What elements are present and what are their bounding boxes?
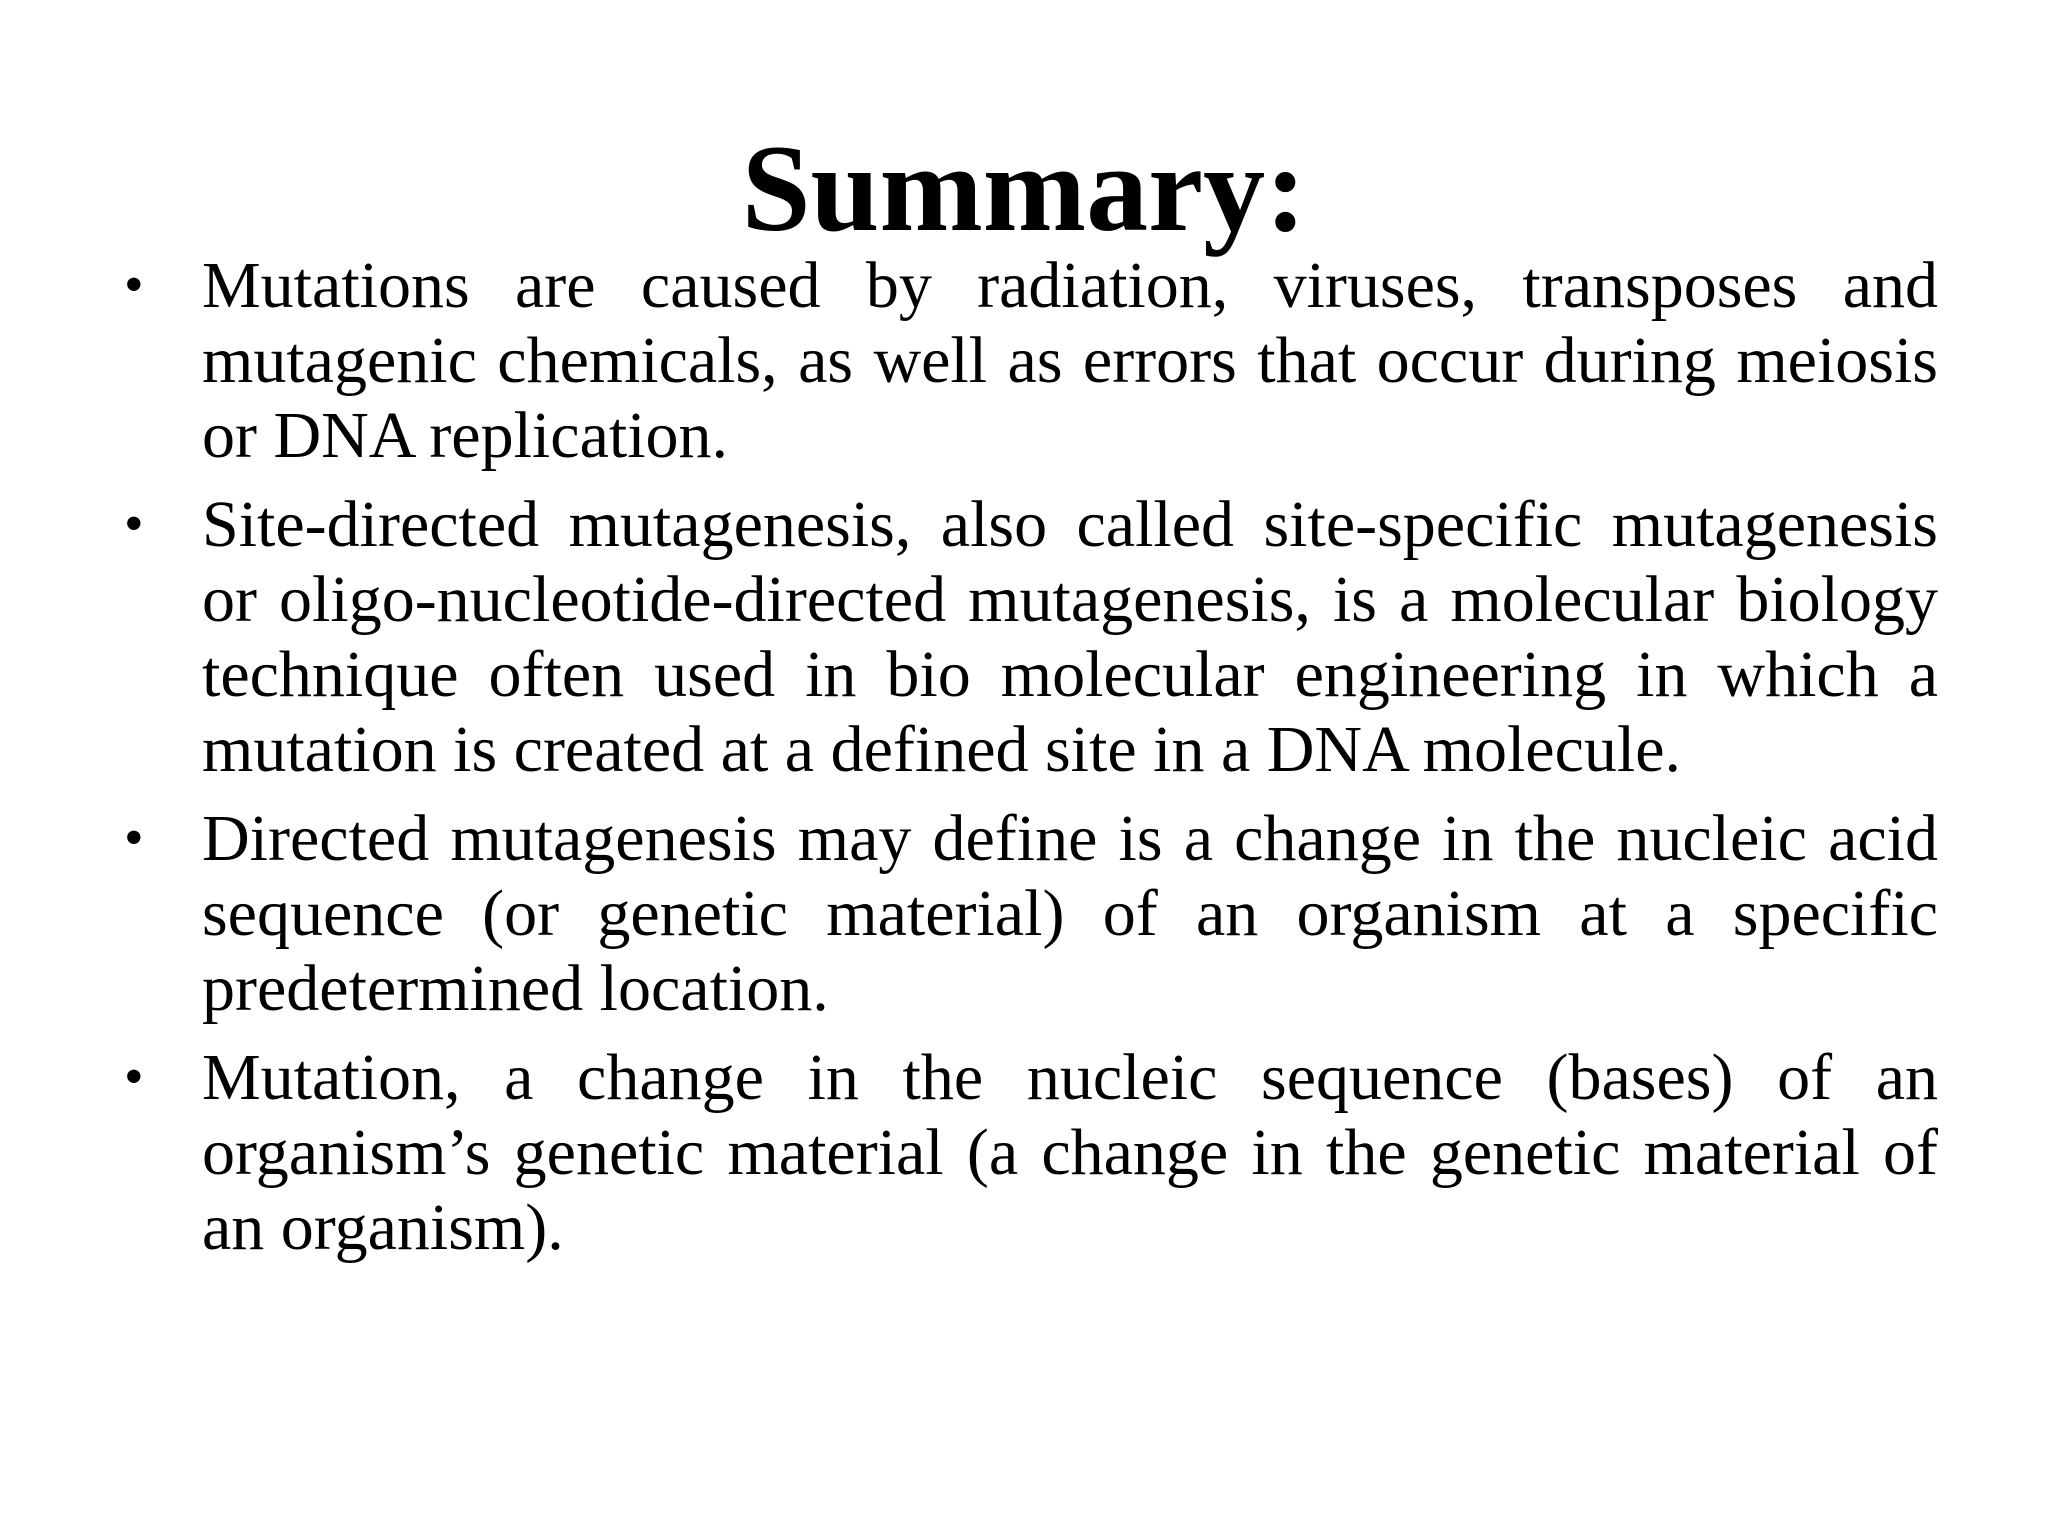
bullet-list [120, 248, 1938, 1279]
bullet-icon: • [124, 254, 144, 316]
bullet-item [120, 487, 1938, 787]
slide-title: Summary: [741, 120, 1307, 257]
bullet-item [120, 248, 1938, 473]
bullet-text: Site-directed mutagenesis, also called site-specific mutagenesis or oligo-nucleotide-directed mutagenesis, is a molecular biology technique often used in bio molecular engineering in which a mutation is created at a defined site in a DNA molecule. [202, 488, 1938, 786]
bullet-icon: • [124, 807, 144, 869]
bullet-item [120, 801, 1938, 1026]
bullet-text: Directed mutagenesis may define is a change in the nucleic acid sequence (or genetic material) of an organism at a specific predetermined location. [202, 802, 1938, 1025]
bullet-icon: • [124, 493, 144, 555]
bullet-text: Mutation, a change in the nucleic sequence (bases) of an organism’s genetic material (a change in the genetic material of an organism). [202, 1041, 1938, 1264]
bullet-text: Mutations are caused by radiation, viruses, transposes and mutagenic chemicals, as well as errors that occur during meiosis or DNA replication. [202, 249, 1938, 472]
bullet-icon: • [124, 1046, 144, 1108]
bullet-item [120, 1040, 1938, 1265]
